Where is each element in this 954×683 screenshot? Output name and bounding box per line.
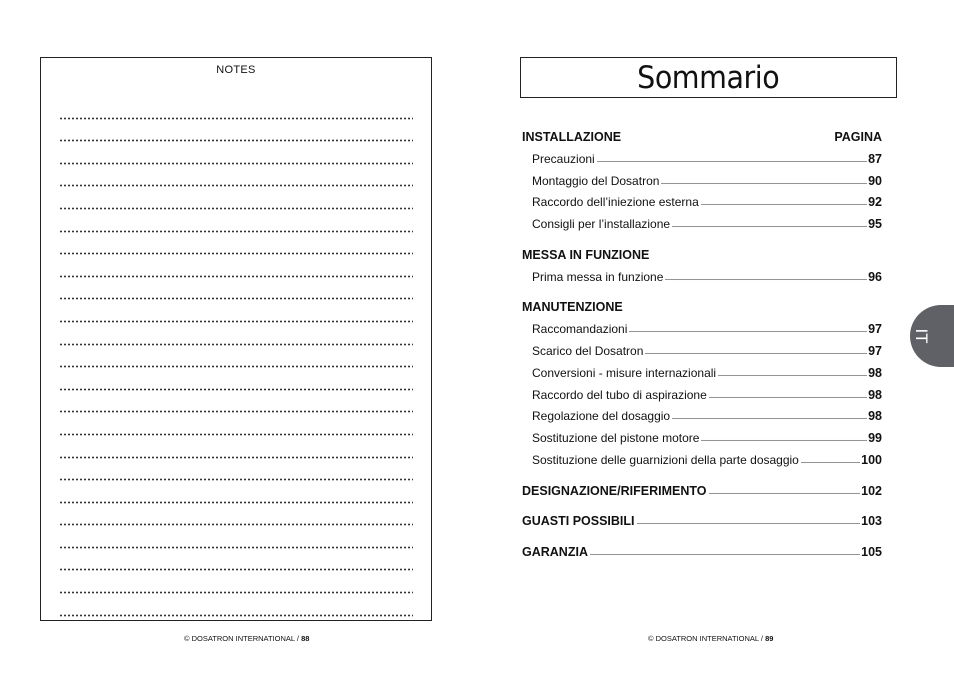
note-line: [59, 571, 413, 594]
footer-left: [184, 634, 309, 643]
dot-leader: [665, 278, 867, 281]
toc-section-heading[interactable]: [522, 541, 882, 559]
dot-leader: [672, 417, 867, 420]
toc-entry[interactable]: [522, 170, 882, 188]
dot-leader: [629, 330, 867, 333]
toc-page-number: 87: [868, 152, 882, 166]
note-lines: [59, 97, 413, 617]
toc-entry[interactable]: [522, 427, 882, 445]
dot-leader: [709, 492, 861, 495]
toc-entry-label: Raccordo del tubo di aspirazione: [532, 388, 707, 402]
note-line: [59, 187, 413, 210]
dot-leader: [801, 461, 860, 464]
toc-entry-label: Raccomandazioni: [532, 322, 628, 336]
dot-leader: [709, 396, 867, 399]
footer-right-text: © DOSATRON INTERNATIONAL /: [648, 634, 763, 643]
toc-entry[interactable]: [522, 449, 882, 467]
toc-page-number: 100: [861, 453, 882, 467]
toc-section-heading[interactable]: [522, 244, 882, 262]
toc-entry-label: Consigli per l’installazione: [532, 217, 671, 231]
note-line: [59, 120, 413, 143]
toc-entry-label: Sostituzione del pistone motore: [532, 431, 700, 445]
toc-entry[interactable]: [522, 340, 882, 358]
toc-page-number: 96: [868, 270, 882, 284]
toc-entry[interactable]: [522, 148, 882, 166]
toc-page-number: 97: [868, 344, 882, 358]
page-title: Sommario: [637, 59, 780, 96]
note-line: [59, 97, 413, 120]
toc-page-number: 98: [868, 409, 882, 423]
note-line: [59, 165, 413, 188]
note-line: [59, 142, 413, 165]
toc-entry[interactable]: [522, 266, 882, 284]
language-tab-label: IT: [912, 328, 931, 344]
note-line: [59, 300, 413, 323]
toc-entry-label: Regolazione del dosaggio: [532, 409, 671, 423]
note-line: [59, 233, 413, 256]
note-line: [59, 278, 413, 301]
toc-section-label: GUASTI POSSIBILI: [522, 514, 635, 528]
toc-section-label: DESIGNAZIONE/RIFERIMENTO: [522, 484, 707, 498]
dot-leader: [637, 522, 861, 525]
note-line: [59, 436, 413, 459]
toc-entry-label: Prima messa in funzione: [532, 270, 664, 284]
dot-leader: [661, 182, 867, 185]
toc-page-number: 99: [868, 431, 882, 445]
toc-entry-label: Raccordo dell’iniezione esterna: [532, 195, 699, 209]
note-line: [59, 549, 413, 572]
dot-leader: [718, 374, 867, 377]
toc-entry-label: Conversioni - misure internazionali: [532, 366, 717, 380]
toc-entry[interactable]: [522, 191, 882, 209]
dot-leader: [701, 203, 867, 206]
toc-page-number: 102: [861, 484, 882, 498]
title-box: [520, 57, 897, 98]
toc-entry[interactable]: [522, 362, 882, 380]
dot-leader: [590, 553, 860, 556]
toc-section-label: MESSA IN FUNZIONE: [522, 248, 650, 262]
dot-leader: [645, 352, 867, 355]
footer-left-text: © DOSATRON INTERNATIONAL /: [184, 634, 299, 643]
note-line: [59, 323, 413, 346]
note-line: [59, 594, 413, 617]
footer-right-page: 89: [765, 634, 774, 643]
note-line: [59, 504, 413, 527]
note-line: [59, 413, 413, 436]
toc-entry[interactable]: [522, 405, 882, 423]
note-line: [59, 459, 413, 482]
toc-section-heading[interactable]: [522, 126, 882, 144]
note-line: [59, 526, 413, 549]
toc-entry-label: Scarico del Dosatron: [532, 344, 644, 358]
note-line: [59, 481, 413, 504]
notes-box: [40, 57, 432, 621]
note-line: [59, 210, 413, 233]
toc-page-number: 105: [861, 545, 882, 559]
toc-section-label: GARANZIA: [522, 545, 588, 559]
toc-section-heading[interactable]: [522, 296, 882, 314]
footer-left-page: 88: [301, 634, 310, 643]
note-line: [59, 255, 413, 278]
notes-title: NOTES: [216, 64, 256, 76]
toc-page-number: 97: [868, 322, 882, 336]
toc-entry-label: Sostituzione delle guarnizioni della parte dosaggio: [532, 453, 799, 467]
toc-entry[interactable]: [522, 384, 882, 402]
dot-leader: [597, 160, 867, 163]
toc-page-number: 95: [868, 217, 882, 231]
note-line: [59, 368, 413, 391]
footer-right: [648, 634, 773, 643]
toc-page-number: 92: [868, 195, 882, 209]
toc-page-number: 90: [868, 174, 882, 188]
toc-section-label: MANUTENZIONE: [522, 300, 623, 314]
note-line: [59, 391, 413, 414]
toc-section-label: INSTALLAZIONE: [522, 130, 622, 144]
toc-entry[interactable]: [522, 213, 882, 231]
toc-entry[interactable]: [522, 318, 882, 336]
toc-page-number: 98: [868, 388, 882, 402]
dot-leader: [672, 225, 867, 228]
note-line: [59, 346, 413, 369]
toc-section-heading[interactable]: [522, 480, 882, 498]
toc-section-heading[interactable]: [522, 510, 882, 528]
dot-leader: [701, 439, 867, 442]
toc-entry-label: Montaggio del Dosatron: [532, 174, 660, 188]
toc-page-number: 98: [868, 366, 882, 380]
page-column-label: PAGINA: [834, 130, 882, 144]
toc-page-number: 103: [861, 514, 882, 528]
toc-entry-label: Precauzioni: [532, 152, 595, 166]
